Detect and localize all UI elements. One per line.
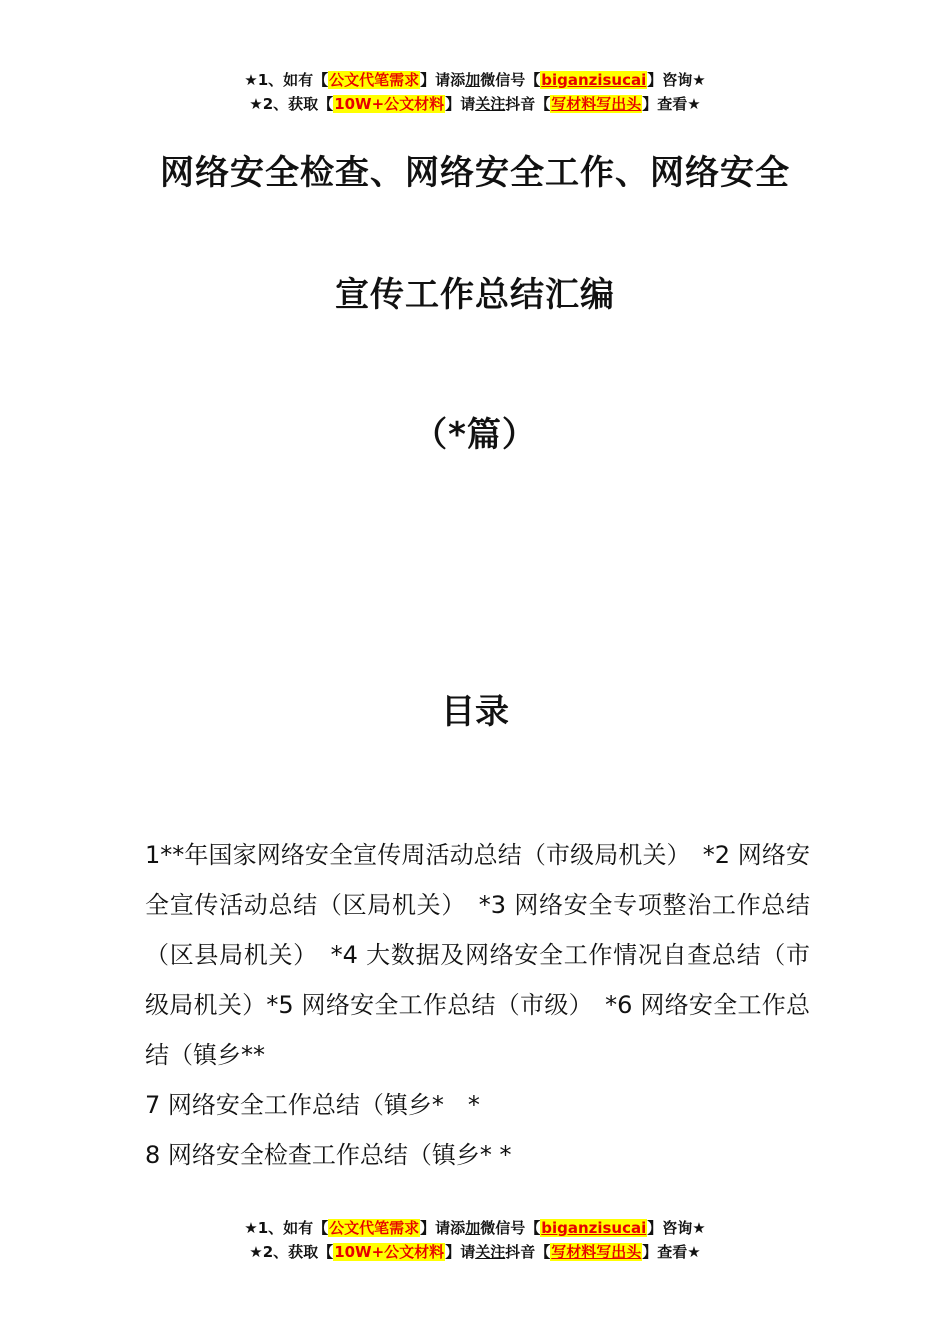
banner-highlight: 公文代笔需求	[329, 1219, 420, 1237]
banner-highlight: 写材料写出头	[551, 1243, 642, 1261]
banner-highlight: biganzisucai	[541, 71, 647, 89]
document-title-count: （*篇）	[413, 415, 537, 455]
banner-line-2	[0, 1240, 950, 1264]
banner-highlight: 10W+公文材料	[334, 1243, 445, 1261]
banner-line-1	[0, 1216, 950, 1240]
banner-underlined: 加	[465, 1219, 481, 1237]
banner-text: ★1、如有【	[244, 1219, 329, 1237]
toc-entry-group: 1**年国家网络安全宣传周活动总结（市级局机关） *2 网络安全宣传活动总结（区局机关） *3 网络安全专项整治工作总结（区县局机关） *4 大数据及网络安全工作情况自查总结（市级局机关）*5 网络安全工作总结（市级） *6 网络安全工作总结（镇乡**	[145, 841, 810, 1069]
banner-text: 】请	[445, 95, 476, 113]
banner-text: ★1、如有【	[244, 71, 329, 89]
banner-underlined: 关注	[475, 1243, 506, 1261]
toc-entry: 8 网络安全检查工作总结（镇乡* *	[145, 1141, 512, 1169]
banner-highlight: 写材料写出头	[551, 95, 642, 113]
banner-text: 】咨询★	[647, 71, 706, 89]
banner-text: 】请	[445, 1243, 476, 1261]
banner-text: 】请添	[420, 71, 466, 89]
banner-text: 微信号【	[480, 71, 541, 89]
toc-entry: 7 网络安全工作总结（镇乡* *	[145, 1091, 480, 1119]
document-title-line-1: 网络安全检查、网络安全工作、网络安全	[160, 153, 790, 193]
banner-text: ★2、获取【	[249, 95, 334, 113]
banner-text: 】请添	[420, 1219, 466, 1237]
banner-underlined: 关注	[475, 95, 506, 113]
banner-highlight: 10W+公文材料	[334, 95, 445, 113]
banner-text: 】查看★	[642, 1243, 701, 1261]
document-title-line-2: 宣传工作总结汇编	[335, 275, 615, 315]
banner-highlight: biganzisucai	[541, 1219, 647, 1237]
banner-text: 】查看★	[642, 95, 701, 113]
banner-text: 微信号【	[480, 1219, 541, 1237]
banner-line-2	[0, 92, 950, 116]
table-of-contents	[145, 830, 810, 1180]
banner-underlined: 加	[465, 71, 481, 89]
banner-text: 】咨询★	[647, 1219, 706, 1237]
banner-text: ★2、获取【	[249, 1243, 334, 1261]
header-banner	[0, 68, 950, 116]
banner-text: 抖音【	[505, 1243, 551, 1261]
footer-banner	[0, 1216, 950, 1264]
toc-heading: 目录	[441, 692, 509, 732]
banner-highlight: 公文代笔需求	[329, 71, 420, 89]
banner-text: 抖音【	[505, 95, 551, 113]
banner-line-1	[0, 68, 950, 92]
